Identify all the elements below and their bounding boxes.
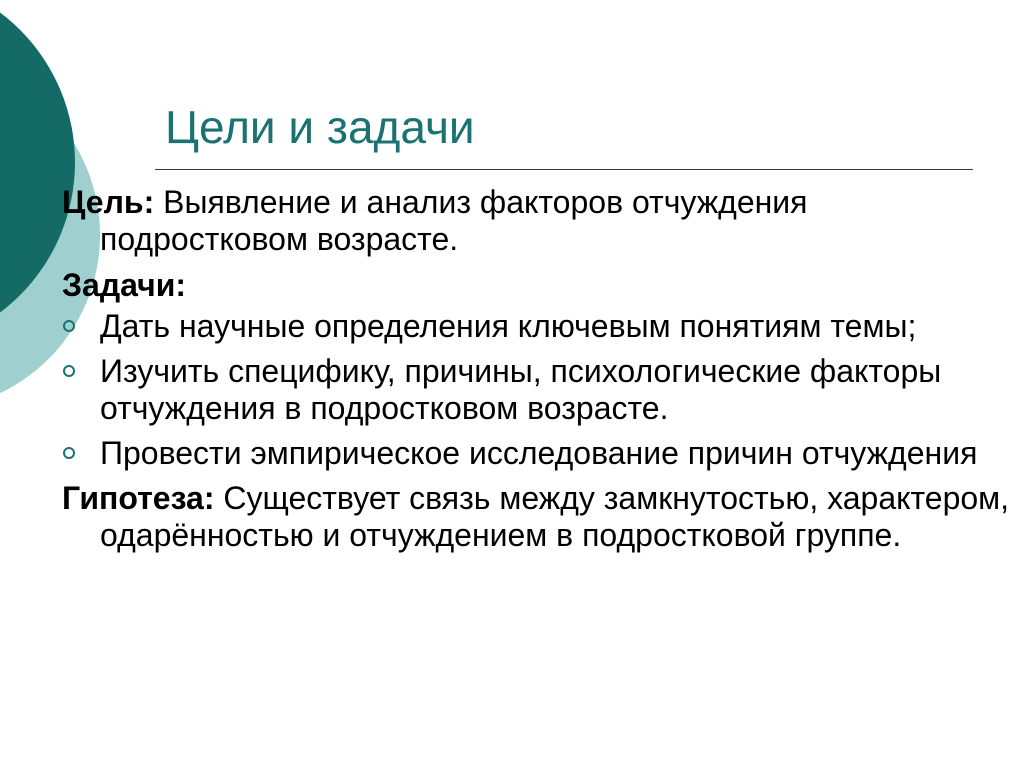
slide-title: Цели и задачи (165, 101, 475, 153)
hypothesis-text: Существует связь между замкнутостью, характером, одарённостью и отчуждением в подростковой группе. (100, 480, 1010, 553)
hollow-circle-bullet-icon (63, 447, 75, 459)
task-item (62, 308, 1017, 345)
task-item (62, 435, 1017, 472)
task-text: Провести эмпирическое исследование причин отчуждения (100, 435, 978, 471)
task-text: Дать научные определения ключевым понятиям темы; (100, 308, 917, 344)
slide-body (62, 184, 1017, 563)
goal-label: Цель: (62, 184, 155, 220)
task-text: Изучить специфику, причины, психологические факторы отчуждения в подростковом возрасте. (100, 353, 942, 426)
hollow-circle-bullet-icon (63, 365, 75, 377)
title-underline (155, 169, 973, 170)
hypothesis-label: Гипотеза: (62, 480, 215, 516)
tasks-heading (62, 267, 1017, 304)
tasks-label: Задачи: (62, 267, 187, 303)
goal-paragraph (62, 184, 1017, 258)
hollow-circle-bullet-icon (63, 320, 75, 332)
hypothesis-paragraph (62, 480, 1017, 554)
task-item (62, 353, 1017, 427)
goal-text: Выявление и анализ факторов отчуждения подростковом возрасте. (100, 184, 808, 257)
